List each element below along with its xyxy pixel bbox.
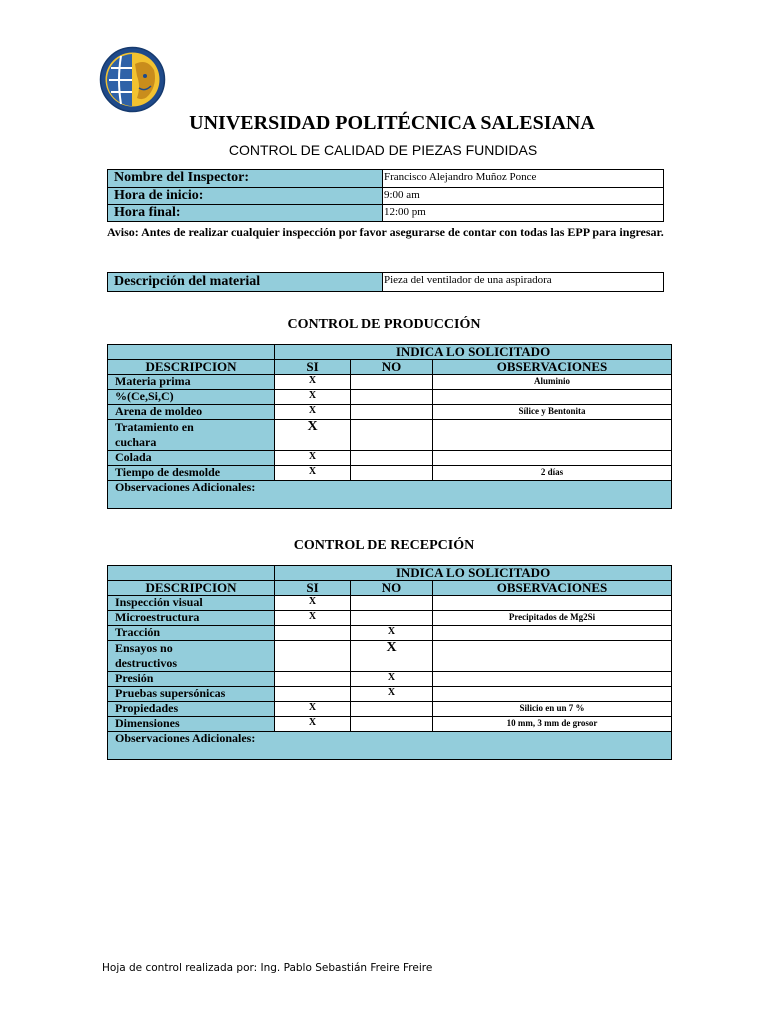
inspector-name-value: Francisco Alejandro Muñoz Ponce <box>383 170 664 188</box>
observation <box>433 451 672 466</box>
si-mark <box>275 672 351 687</box>
table-row <box>108 626 672 641</box>
observation <box>433 420 672 451</box>
no-mark <box>351 596 433 611</box>
no-header: NO <box>351 360 433 375</box>
end-time-label: Hora final: <box>108 205 383 222</box>
row-description: Presión <box>108 672 275 687</box>
no-mark <box>351 420 433 451</box>
si-mark: X <box>275 717 351 732</box>
row-description: Microestructura <box>108 611 275 626</box>
observation: 10 mm, 3 mm de grosor <box>433 717 672 732</box>
reception-control-table <box>107 565 672 760</box>
no-mark <box>351 702 433 717</box>
production-control-table <box>107 344 672 509</box>
descripcion-header: DESCRIPCION <box>108 360 275 375</box>
no-header: NO <box>351 581 433 596</box>
table-row <box>108 702 672 717</box>
start-time-label: Hora de inicio: <box>108 188 383 205</box>
no-mark: X <box>351 672 433 687</box>
descripcion-header: DESCRIPCION <box>108 581 275 596</box>
table-row <box>108 672 672 687</box>
row-description: %(Ce,Si,C) <box>108 390 275 405</box>
inspector-name-label: Nombre del Inspector: <box>108 170 383 188</box>
si-mark: X <box>275 596 351 611</box>
indica-header: INDICA LO SOLICITADO <box>275 566 672 581</box>
si-mark <box>275 626 351 641</box>
observation: Precipitados de Mg2Si <box>433 611 672 626</box>
no-mark: X <box>351 626 433 641</box>
end-time-value: 12:00 pm <box>383 205 664 222</box>
university-seal-logo <box>99 46 166 113</box>
observation <box>433 641 672 672</box>
row-description: Colada <box>108 451 275 466</box>
no-mark: X <box>351 641 433 672</box>
material-label: Descripción del material <box>108 273 383 292</box>
material-value: Pieza del ventilador de una aspiradora <box>383 273 664 292</box>
no-mark <box>351 466 433 481</box>
row-description: Tracción <box>108 626 275 641</box>
additional-observations: Observaciones Adicionales: <box>108 732 672 760</box>
row-description: Dimensiones <box>108 717 275 732</box>
si-header: SI <box>275 360 351 375</box>
si-mark: X <box>275 390 351 405</box>
table-row <box>108 390 672 405</box>
row-description: Materia prima <box>108 375 275 390</box>
table-row <box>108 420 672 451</box>
table-row <box>108 405 672 420</box>
si-mark: X <box>275 375 351 390</box>
row-description: Propiedades <box>108 702 275 717</box>
material-table <box>107 272 664 292</box>
observation: Aluminio <box>433 375 672 390</box>
table-row <box>108 375 672 390</box>
table-row <box>108 596 672 611</box>
observation <box>433 596 672 611</box>
observation <box>433 390 672 405</box>
table-row <box>108 451 672 466</box>
no-mark: X <box>351 687 433 702</box>
si-mark: X <box>275 451 351 466</box>
indica-header: INDICA LO SOLICITADO <box>275 345 672 360</box>
no-mark <box>351 405 433 420</box>
observation: Silicio en un 7 % <box>433 702 672 717</box>
no-mark <box>351 611 433 626</box>
reception-control-heading: CONTROL DE RECEPCIÓN <box>293 538 475 553</box>
university-title: UNIVERSIDAD POLITÉCNICA SALESIANA <box>189 112 595 134</box>
observation: 2 días <box>433 466 672 481</box>
observation <box>433 687 672 702</box>
warning-notice: Aviso: Antes de realizar cualquier inspección por favor asegurarse de contar con todas las EPP para ingresar. <box>107 225 664 239</box>
si-mark: X <box>275 420 351 451</box>
si-mark <box>275 687 351 702</box>
row-description: Tiempo de desmolde <box>108 466 275 481</box>
si-mark: X <box>275 611 351 626</box>
document-subtitle: CONTROL DE CALIDAD DE PIEZAS FUNDIDAS <box>228 142 538 158</box>
si-mark: X <box>275 702 351 717</box>
no-mark <box>351 717 433 732</box>
observaciones-header: OBSERVACIONES <box>433 581 672 596</box>
observation: Sílice y Bentonita <box>433 405 672 420</box>
table-row <box>108 717 672 732</box>
row-description: Inspección visual <box>108 596 275 611</box>
si-header: SI <box>275 581 351 596</box>
row-description: Arena de moldeo <box>108 405 275 420</box>
no-mark <box>351 390 433 405</box>
row-description: Pruebas supersónicas <box>108 687 275 702</box>
table-row <box>108 611 672 626</box>
no-mark <box>351 375 433 390</box>
production-control-heading: CONTROL DE PRODUCCIÓN <box>287 317 481 332</box>
inspector-info-table <box>107 169 664 222</box>
table-row <box>108 466 672 481</box>
observation <box>433 672 672 687</box>
observation <box>433 626 672 641</box>
si-mark: X <box>275 466 351 481</box>
no-mark <box>351 451 433 466</box>
table-row <box>108 687 672 702</box>
footer-author: Hoja de control realizada por: Ing. Pablo Sebastián Freire Freire <box>102 962 433 974</box>
row-description: Tratamiento en cuchara <box>108 420 275 451</box>
row-description: Ensayos no destructivos <box>108 641 275 672</box>
table-row <box>108 641 672 672</box>
si-mark <box>275 641 351 672</box>
additional-observations: Observaciones Adicionales: <box>108 481 672 509</box>
observaciones-header: OBSERVACIONES <box>433 360 672 375</box>
si-mark: X <box>275 405 351 420</box>
start-time-value: 9:00 am <box>383 188 664 205</box>
